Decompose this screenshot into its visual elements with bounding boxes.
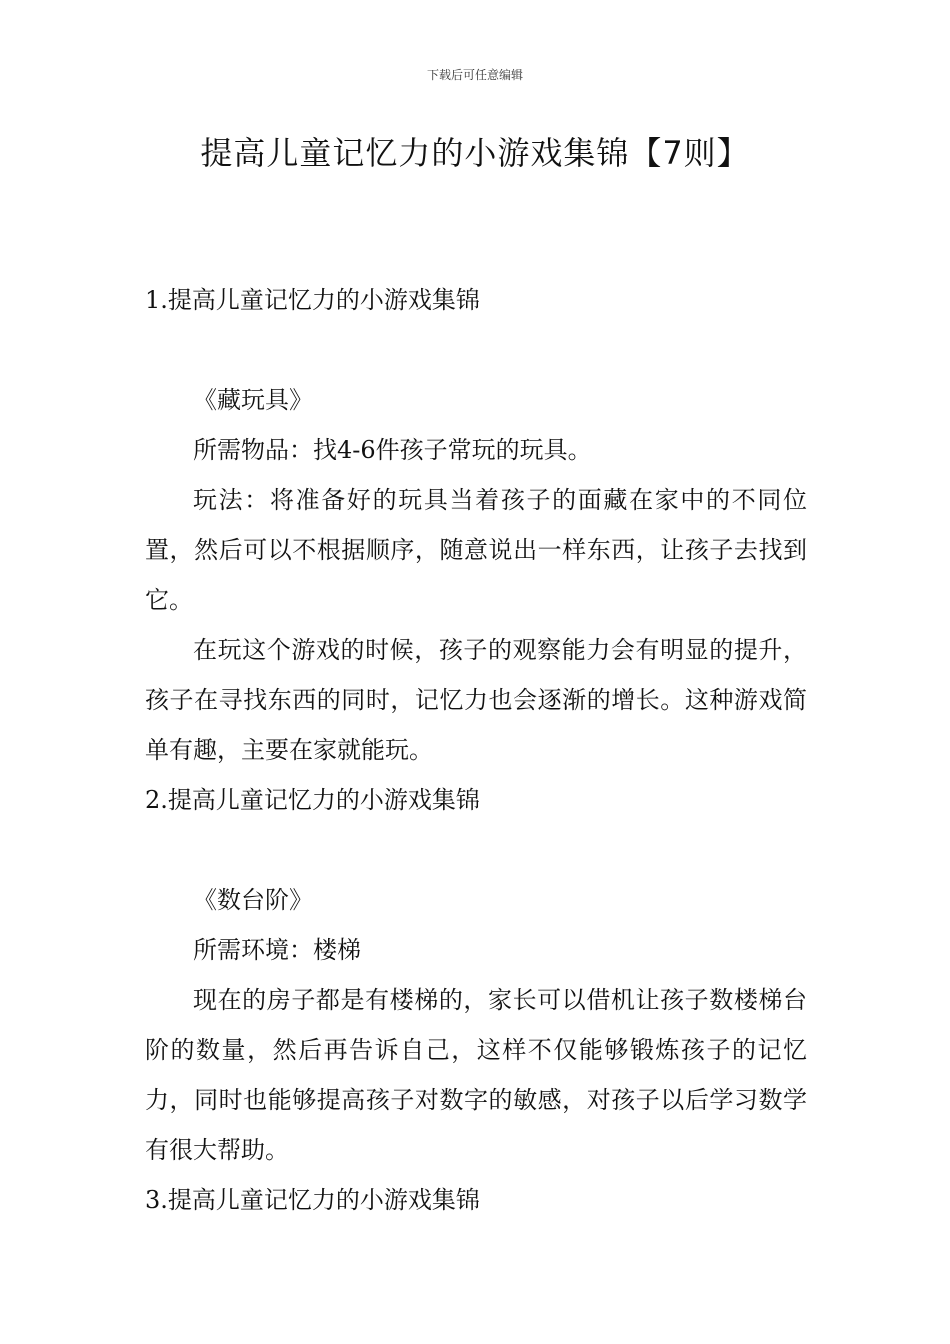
section-spacer <box>145 325 807 375</box>
game-title-2: 《数台阶》 <box>193 886 313 914</box>
game-paragraph-1-2: 在玩这个游戏的时候，孩子的观察能力会有明显的提升，孩子在寻找东西的同时，记忆力也会逐渐的增长。这种游戏简单有趣，主要在家就能玩。 <box>145 636 807 764</box>
game-requirement-1: 所需物品：找4-6件孩子常玩的玩具。 <box>193 436 592 464</box>
game-title-1: 《藏玩具》 <box>193 386 313 414</box>
document-title: 提高儿童记忆力的小游戏集锦【7则】 <box>200 134 750 172</box>
game-paragraph-1-1: 玩法：将准备好的玩具当着孩子的面藏在家中的不同位置，然后可以不根据顺序，随意说出一样东西，让孩子去找到它。 <box>145 486 807 614</box>
document-body <box>145 275 807 1225</box>
section-heading-1: 1.提高儿童记忆力的小游戏集锦 <box>145 286 480 314</box>
section-heading-3: 3.提高儿童记忆力的小游戏集锦 <box>145 1186 480 1214</box>
game-paragraph-2-1: 现在的房子都是有楼梯的，家长可以借机让孩子数楼梯台阶的数量，然后再告诉自己，这样不仅能够锻炼孩子的记忆力，同时也能够提高孩子对数字的敏感，对孩子以后学习数学有很大帮助。 <box>145 986 807 1164</box>
header-note: 下载后可任意编辑 <box>426 68 523 82</box>
section-heading-2: 2.提高儿童记忆力的小游戏集锦 <box>145 786 480 814</box>
section-spacer <box>145 825 807 875</box>
game-requirement-2: 所需环境：楼梯 <box>193 936 361 964</box>
